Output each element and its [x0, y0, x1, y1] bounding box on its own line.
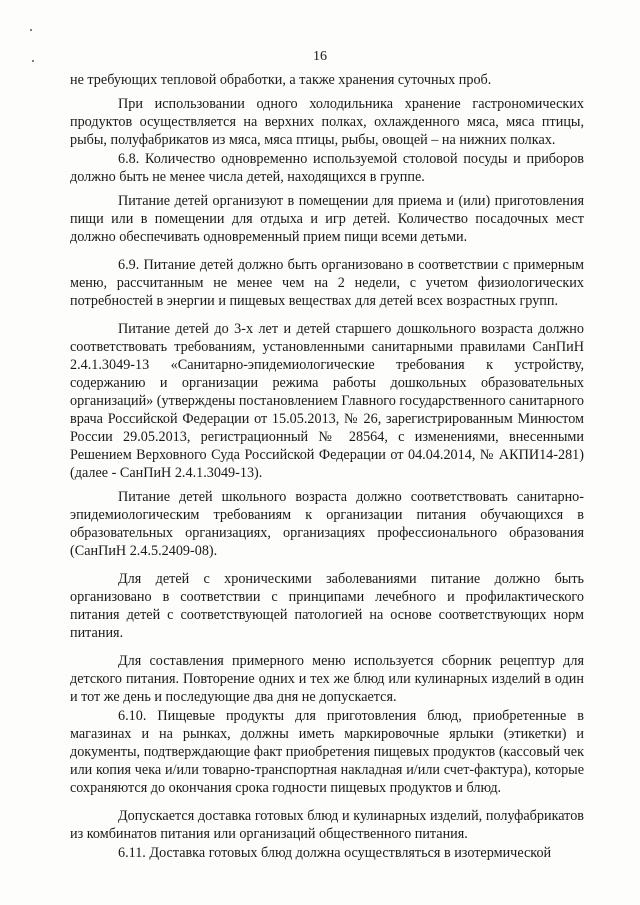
body-text: [70, 71, 584, 862]
paragraph: Питание детей до 3-х лет и детей старшего дошкольного возраста должно соответствовать требованиям, установленными санитарными правилами СанПиН 2.4.1.3049-13 «Санитарно-эпидемиологические требования к устройству, содержанию и организации режима работы дошкольных образовательных организаций» (утверждены постановлением Главного государственного санитарного врача Российской Федерации от 15.05.2013, № 26, зарегистрированным Минюстом России 29.05.2013, регистрационный № 28564, с изменениями, внесенными Решением Верховного Суда Российской Федерации от 04.04.2014, № АКПИ14-281) (далее - СанПиН 2.4.1.3049-13).: [70, 321, 585, 481]
paragraph: не требующих тепловой обработки, а также хранения суточных проб.: [70, 72, 492, 88]
scan-speck: [30, 29, 32, 31]
paragraph: Питание детей школьного возраста должно соответствовать санитарно-эпидемиологическим требованиям к организации питания обучающихся в образовательных организациях, организациях профессионального образования (СанПиН 2.4.5.2409-08).: [70, 489, 584, 559]
paragraph: Питание детей организуют в помещении для приема и (или) приготовления пищи или в помещении для отдыха и игр детей. Количество посадочных мест должно обеспечивать одновременный прием пищи всеми детьми.: [70, 193, 584, 245]
paragraph: 6.8. Количество одновременно используемой столовой посуды и приборов должно быть не менее числа детей, находящихся в группе.: [70, 151, 584, 185]
page-number: 16: [313, 49, 327, 64]
paragraph: Для детей с хроническими заболеваниями питание должно быть организовано в соответствии с принципами лечебного и профилактического питания детей с соответствующей патологией на основе соответствующих норм питания.: [70, 571, 584, 641]
paragraph: 6.9. Питание детей должно быть организовано в соответствии с примерным меню, рассчитанным не менее чем на 2 недели, с учетом физиологических потребностей в энергии и пищевых веществах для детей всех возрастных групп.: [70, 257, 584, 309]
paragraph: При использовании одного холодильника хранение гастрономических продуктов осуществляется на верхних полках, охлажденного мяса, мяса птицы, рыбы, полуфабрикатов из мяса, мяса птицы, рыбы, овощей – на нижних полках.: [70, 96, 584, 148]
paragraph: Допускается доставка готовых блюд и кулинарных изделий, полуфабрикатов из комбинатов питания или организаций общественного питания.: [70, 808, 584, 842]
paragraph: 6.10. Пищевые продукты для приготовления блюд, приобретенные в магазинах и на рынках, должны иметь маркировочные ярлыки (этикетки) и документы, подтверждающие факт приобретения пищевых продуктов (кассовый чек или копия чека и/или товарно-транспортная накладная и/или счет-фактура), которые сохраняются до окончания срока годности пищевых продуктов и блюд.: [70, 708, 584, 796]
paragraph: Для составления примерного меню используется сборник рецептур для детского питания. Повторение одних и тех же блюд или кулинарных изделий в один и тот же день и последующие два дня не допускается.: [70, 653, 584, 705]
paragraph: 6.11. Доставка готовых блюд должна осуществляться в изотермической: [118, 845, 552, 861]
